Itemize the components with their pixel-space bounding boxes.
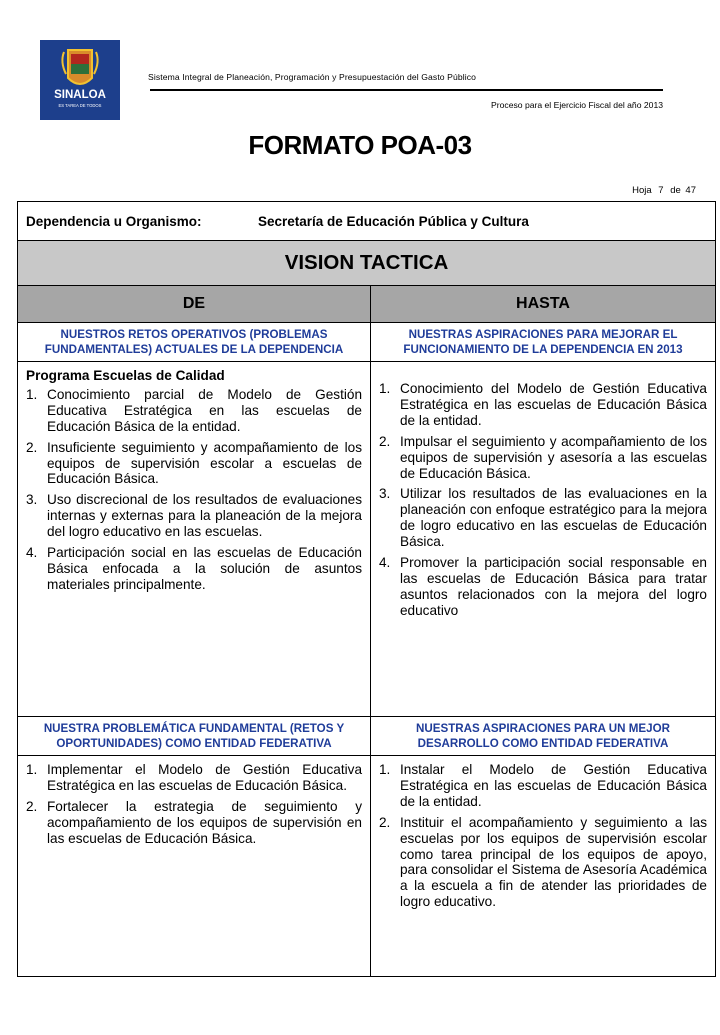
list-item: 3. Uso discrecional de los resultados de evaluaciones internas y externas para la planeación de la mejora del logro educativo en las escuelas. — [26, 492, 362, 540]
process-label: Proceso para el Ejercicio Fiscal del año 2013 — [491, 100, 663, 110]
list-item: 1. Instalar el Modelo de Gestión Educativa Estratégica en las escuelas de Educación Básica de la entidad. — [379, 762, 707, 809]
section2-left-list — [26, 762, 362, 847]
list-item: 4. Participación social en las escuelas de Educación Básica enfocada a la solución de asuntos materiales principalmente. — [26, 545, 362, 592]
section1-right-cell — [371, 362, 716, 717]
page-label: Hoja — [632, 185, 652, 196]
section1-header-row — [18, 323, 716, 362]
list-item: 2. Impulsar el seguimiento y acompañamiento de los equipos de supervisión y asesoría a las escuelas de Educación Básica. — [379, 433, 707, 481]
section1-left-cell — [18, 362, 371, 717]
page-indicator — [628, 185, 696, 196]
program-title: Programa Escuelas de Calidad — [26, 368, 225, 383]
page-of-label: de — [670, 185, 681, 196]
list-item: 1. Conocimiento parcial de Modelo de Gestión Educativa Estratégica en las escuelas de Educación Básica de la entidad. — [26, 386, 362, 434]
section2-header-row — [18, 717, 716, 756]
page-title: FORMATO POA-03 — [248, 130, 472, 160]
list-item: 4. Promover la participación social responsable en las escuelas de Educación Básica para tratar asuntos relacionados con la mejora del logro educativo — [379, 555, 707, 618]
list-item: 1. Implementar el Modelo de Gestión Educativa Estratégica en las escuelas de Educación Básica. — [26, 762, 362, 793]
section2-right-cell — [371, 756, 716, 977]
col-hasta-header: HASTA — [371, 286, 716, 323]
logo-slogan: ES TAREA DE TODOS — [58, 103, 102, 108]
vision-table — [17, 201, 716, 977]
logo-text: SINALOA — [54, 89, 106, 101]
section2-content-row — [18, 756, 716, 977]
section1-left-list — [26, 387, 362, 593]
columns-header-row — [18, 286, 716, 323]
list-item: 2. Fortalecer la estrategia de seguimiento y acompañamiento de los equipos de supervisión en las escuelas de Educación Básica. — [26, 798, 362, 846]
vision-row — [18, 241, 716, 286]
col-de-header: DE — [18, 286, 371, 323]
list-item: 1. Conocimiento del Modelo de Gestión Educativa Estratégica en las escuelas de Educación Básica de la entidad. — [379, 381, 707, 428]
section2-left-cell — [18, 756, 371, 977]
page-total: 47 — [685, 185, 696, 196]
section1-left-header: NUESTROS RETOS OPERATIVOS (PROBLEMAS FUNDAMENTALES) ACTUALES DE LA DEPENDENCIA — [18, 323, 371, 362]
header-divider — [150, 89, 663, 91]
section1-content-row — [18, 362, 716, 717]
list-item: 3. Utilizar los resultados de las evaluaciones en la planeación con enfoque estratégico para la mejora de logro educativo en las escuelas de Educación Básica. — [379, 486, 707, 550]
sinaloa-logo — [40, 40, 120, 120]
section1-right-header: NUESTRAS ASPIRACIONES PARA MEJORAR EL FUNCIONAMIENTO DE LA DEPENDENCIA EN 2013 — [371, 323, 716, 362]
system-title: Sistema Integral de Planeación, Programación y Presupuestación del Gasto Público — [148, 72, 477, 82]
page-number: 7 — [658, 185, 664, 196]
vision-heading: VISION TACTICA — [18, 241, 716, 286]
dependency-label: Dependencia u Organismo: — [26, 213, 202, 229]
list-item: 2. Insuficiente seguimiento y acompañamiento de los equipos de supervisión escolar a escuelas de Educación Básica. — [26, 439, 362, 487]
section2-right-list — [379, 762, 707, 910]
section1-right-list — [379, 381, 707, 619]
dependency-value: Secretaría de Educación Pública y Cultura — [258, 213, 529, 229]
dependency-row — [18, 202, 716, 241]
section2-left-header: NUESTRA PROBLEMÁTICA FUNDAMENTAL (RETOS Y OPORTUNIDADES) COMO ENTIDAD FEDERATIVA — [18, 717, 371, 756]
section2-right-header: NUESTRAS ASPIRACIONES PARA UN MEJOR DESARROLLO COMO ENTIDAD FEDERATIVA — [371, 717, 716, 756]
list-item: 2. Instituir el acompañamiento y seguimiento a las escuelas por los equipos de supervisión escolar como tarea principal de los equipos de apoyo, para consolidar el Sistema de Asesoría Académica a la escuela a fin de atender las prioridades de logro educativo. — [379, 814, 707, 910]
